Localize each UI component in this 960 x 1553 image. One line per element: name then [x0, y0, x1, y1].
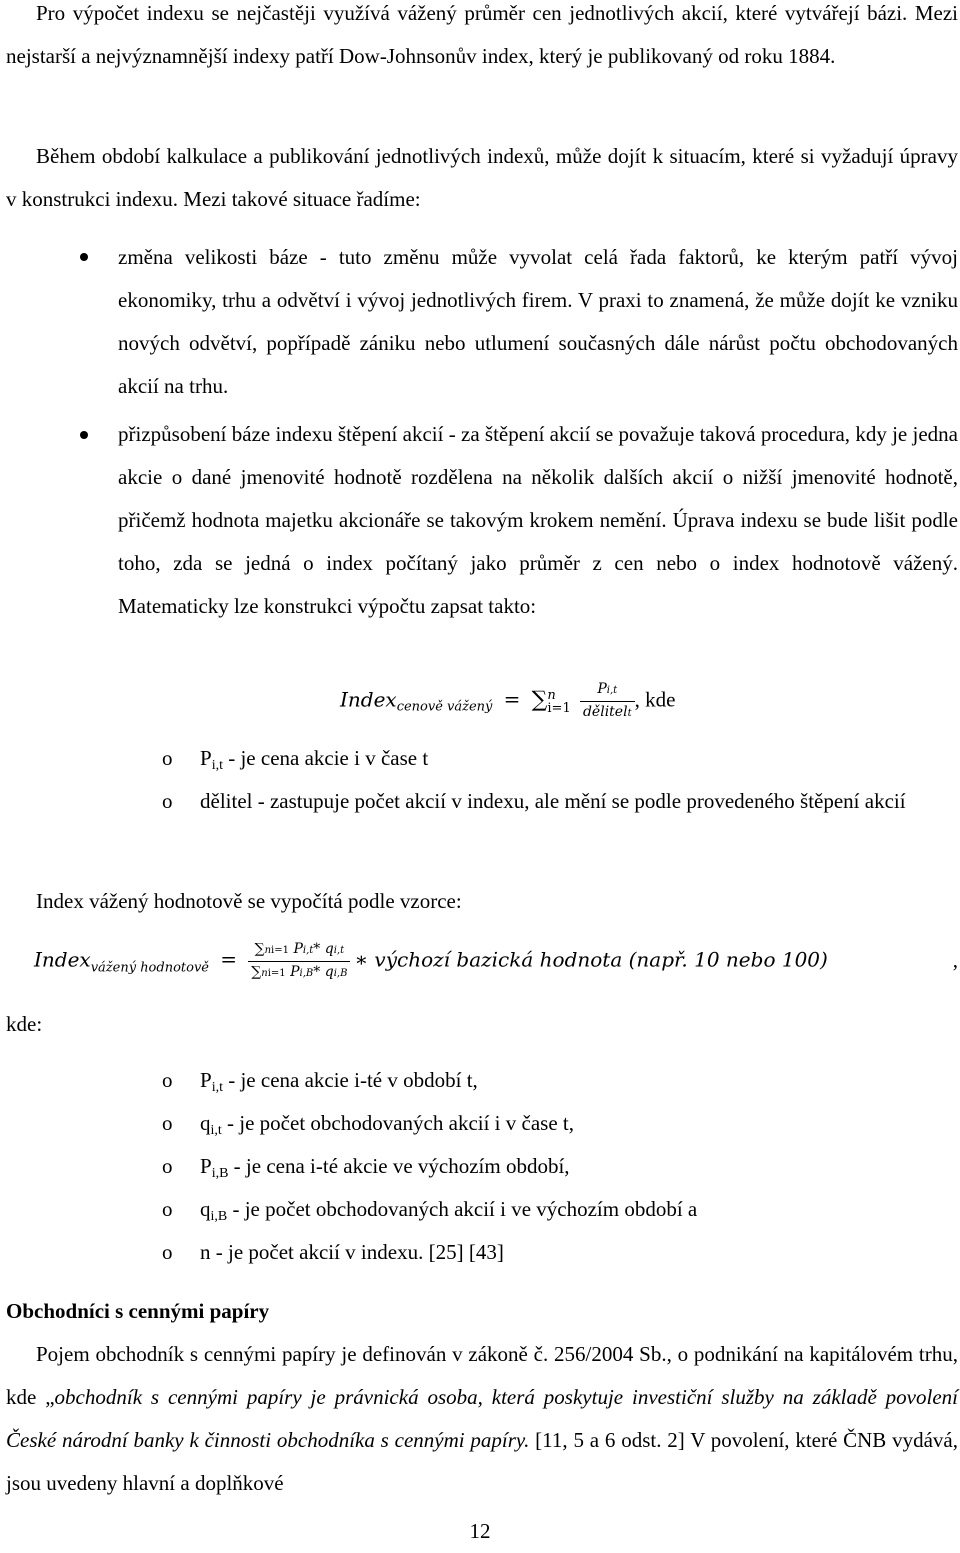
bullet-dot-1 [80, 253, 88, 261]
paragraph-securities-dealers [6, 1333, 958, 1505]
sum-upper: n [547, 687, 556, 703]
def-text: - je cena akcie i v čase t [222, 746, 429, 770]
paragraph-situations: Během období kalkulace a publikování jednotlivých indexů, může dojít k situacím, které si vyžadují úpravy v konstrukci indexu. Mezi takové situace řadíme: [6, 144, 958, 211]
num-price: P [293, 941, 303, 957]
def-symbol: P [200, 1154, 212, 1178]
definition-count: n - je počet akcií v indexu. [25] [43] [200, 1240, 504, 1264]
num-price-sub: i,t [302, 945, 314, 956]
para4-intro: Pojem obchodník s cennými papíry je definován v zákoně č. 256/2004 Sb., o podnikání na kapitálovém trhu, kde „ [6, 1342, 958, 1409]
list-marker-def2-5: o [162, 1240, 173, 1264]
num-qty: * q [313, 941, 334, 957]
den-price: P [290, 964, 300, 980]
bullet-dot-2 [80, 431, 88, 439]
paragraph-intro: Pro výpočet indexu se nejčastěji využívá vážený průměr cen jednotlivých akcií, které vytvářejí bázi. Mezi nejstarší a nejvýznamnější indexy patří Dow-Johnsonův index, který je publikovaný od roku 1884. [6, 1, 958, 68]
def-subscript: i,t [210, 1123, 222, 1138]
bullet-item-stock-split: přizpůsobení báze indexu štěpení akcií - za štěpení akcií se považuje taková procedura, kdy je jedna akcie o dané jmenovité hodnotě rozdělena na několik dalších akcií o nižší jmenovité hodnotě, přičemž hodnota majetku akcionáře se takovým krokem nemění. Úprava indexu se bude lišit podle toho, zda se jedná o index počítaný jako průměr z cen nebo o index hodnotově vážený. Matematicky lze konstrukci výpočtu zapsat takto: [118, 422, 958, 618]
formula2-tail: , [952, 948, 958, 972]
kde-label: kde: [6, 1012, 43, 1036]
bullet-item-base-size: změna velikosti báze - tuto změnu může vyvolat celá řada faktorů, ke kterým patří vývoj ekonomiky, trhu a odvětví i vývoj jednotlivých firem. V praxi to znamená, že může dojít ke vzniku nových odvětví, popřípadě zániku nebo utlumení současných dále nárůst počtu obchodovaných akcií na trhu. [118, 245, 958, 398]
formula-tail: , kde [634, 687, 676, 712]
formula-lhs: Index [340, 687, 397, 712]
def-subscript: i,t [211, 1080, 223, 1095]
para4-quote: obchodník s cennými papíry je právnická osoba, která poskytuje investiční služby na základě povolení České národní banky k činnosti obchodníka s cennými papíry. [6, 1385, 958, 1452]
list-marker-def1-2: o [162, 789, 173, 813]
def-text: - je cena akcie i-té v období t, [222, 1068, 478, 1092]
def-text: - je počet obchodovaných akcií i v čase t, [221, 1111, 574, 1135]
formula2-lhs: Index [34, 947, 91, 972]
den-sum-upper: n [261, 968, 268, 979]
formula-value-weighted [34, 940, 958, 1000]
def-subscript: i,B [210, 1209, 228, 1224]
def-subscript: i,B [211, 1166, 229, 1181]
den-price-sub: i,B [299, 968, 314, 979]
def-text: - je počet obchodovaných akcií i ve výchozím období a [227, 1197, 698, 1221]
formula-lhs-subscript: cenově vážený [396, 699, 493, 715]
sum-symbol: ∑ [531, 687, 548, 713]
paragraph-value-weighted: Index vážený hodnotově se vypočítá podle vzorce: [36, 889, 462, 913]
def-symbol: q [200, 1197, 211, 1221]
num-sum-lower: i=1 [271, 945, 289, 956]
formula-fraction [580, 680, 635, 723]
num-sum-symbol: ∑ [254, 941, 265, 957]
numerator-subscript: i,t [606, 685, 618, 696]
num-qty-sub: i,t [333, 945, 345, 956]
fraction-numerator: P [597, 681, 607, 697]
def-symbol: P [200, 1068, 212, 1092]
def-symbol: q [200, 1111, 211, 1135]
def-symbol: P [200, 746, 212, 770]
sum-lower: i=1 [547, 700, 571, 716]
formula2-rest: ∗ výchozí bazická hodnota (např. 10 nebo 100) [354, 947, 828, 972]
list-marker-def2-1: o [162, 1068, 173, 1092]
section-heading: Obchodníci s cennými papíry [6, 1299, 270, 1323]
den-sum-lower: i=1 [267, 968, 286, 979]
den-sum-symbol: ∑ [251, 964, 262, 980]
fraction-denominator: dělitel [582, 704, 628, 720]
def-text: - je cena i-té akcie ve výchozím období, [228, 1154, 570, 1178]
def-subscript: i,t [211, 758, 223, 773]
den-qty-sub: i,B [333, 968, 348, 979]
list-marker-def2-3: o [162, 1154, 173, 1178]
num-sum-upper: n [264, 945, 272, 956]
den-qty: * q [313, 964, 334, 980]
list-marker-def1-1: o [162, 746, 173, 770]
page-number: 12 [469, 1519, 491, 1543]
formula-equals: = [503, 687, 521, 712]
formula2-equals: = [220, 947, 238, 972]
list-marker-def2-4: o [162, 1197, 173, 1221]
denominator-subscript: t [627, 708, 632, 719]
para4-rest: [11, 5 a 6 odst. 2] V povolení, které ČNB vydává, jsou uvedeny hlavní a doplňkové [6, 1428, 958, 1495]
formula2-fraction [248, 940, 350, 983]
definition-divisor: dělitel - zastupuje počet akcií v indexu, ale mění se podle provedeného štěpení akcií [200, 789, 906, 813]
list-marker-def2-2: o [162, 1111, 173, 1135]
formula2-lhs-subscript: vážený hodnotově [90, 960, 209, 976]
formula-price-weighted [340, 680, 675, 724]
